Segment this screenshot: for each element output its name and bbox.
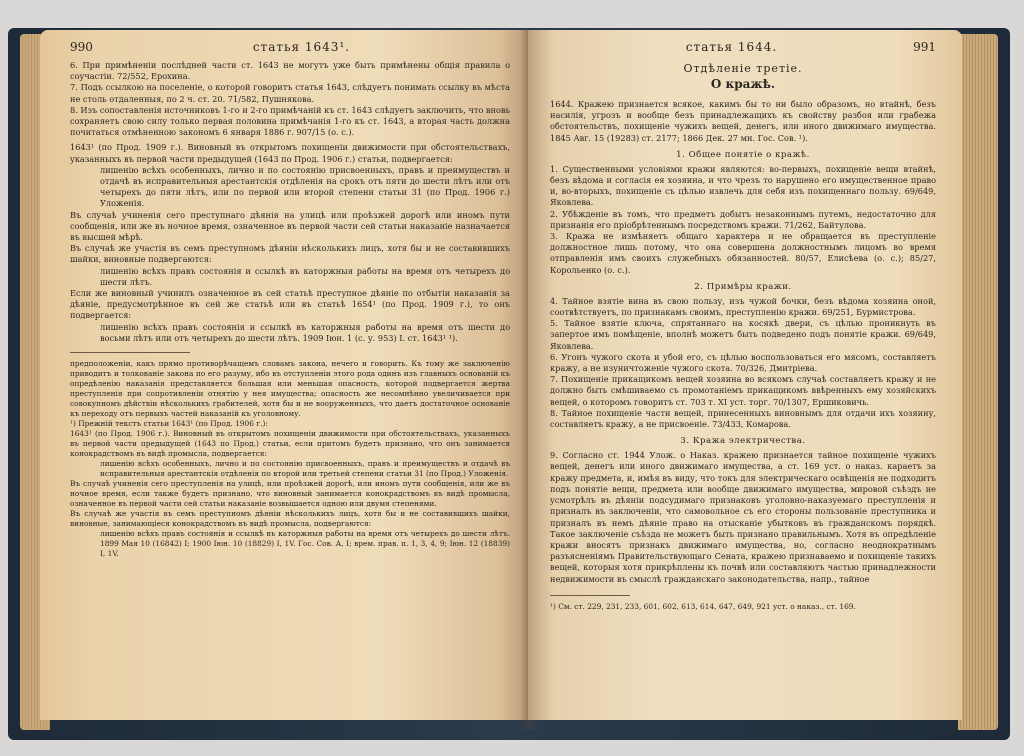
paragraph: лишенію всѣхъ правъ состоянія и ссылкѣ въ каторжныя работы на время отъ четырехъ до шести лѣтъ. xyxy=(100,265,510,287)
running-head-left: статья 1643¹. xyxy=(252,40,351,54)
footnote: лишенію всѣхъ особенныхъ, лично и по состоянію присвоенныхъ, правъ и преимуществъ и отдачѣ въ исправительныя арестантскія отдѣленія по второй или третьей степени статьи 31 (по Прод.) Уложенія. xyxy=(100,459,510,479)
paragraph: 4. Тайное взятіе вина въ свою пользу, изъ чужой бочки, безъ вѣдома хозяина оной, соотвѣтствуетъ, по признакамъ своимъ, преступленію кражи. 69/251, Бурмистрова. xyxy=(550,295,936,318)
paragraph: 8. Изъ сопоставленія источниковъ 1-го и 2-го примѣчаній къ ст. 1643 слѣдуетъ заключить, что вновь сохраняетъ свою силу только первая половина примѣчанія 1-го къ ст. 1643, а вторая часть должна почитаться отмѣненною закономъ 6 января 1886 г. 907/15 (о. с.). xyxy=(70,104,510,138)
paragraph: 8. Тайное похищеніе части вещей, принесенныхъ виновнымъ для отдачи ихъ хозяину, составляетъ кражу, а не присвоеніе. 73/433, Комарова. xyxy=(550,407,936,430)
right-page-header xyxy=(550,40,936,54)
paragraph: лишенію всѣхъ особенныхъ, лично и по состоянію присвоенныхъ, правъ и преимуществъ и отдачѣ въ исправительныя арестантскія отдѣленія на срокъ отъ пяти до шести лѣтъ или отъ четырехъ до пяти лѣтъ, или по первой или второй степени статьи 31 (по Прод. 1906 г.) Уложенія. xyxy=(100,164,510,209)
footnote: 1643¹ (по Прод. 1906 г.). Виновный въ открытомъ похищеніи движимости при обстоятельствахъ, указанныхъ въ первой части предыдущей (1643 по Прод.) статьи, если притомъ будетъ признано, что онъ занимается конокрадствомъ въ видѣ промысла, подвергается: xyxy=(70,429,510,459)
paragraph: 6. Угонъ чужого скота и убой его, съ цѣлью воспользоваться его мясомъ, составляетъ кражу, а не изуничтоженіе чужого скота. 70/326, Дмитріева. xyxy=(550,351,936,374)
running-head-right: статья 1644. xyxy=(685,40,778,54)
footnote: лишенію всѣхъ правъ состоянія и ссылкѣ въ каторжныя работы на время отъ четырехъ до шести лѣтъ. 1899 Мая 10 (16842) I; 1900 Іюн. 10 (18829) I, 1V. Гос. Сов. А, I; врем. прав. п. 1, 3, 4, 9; Іюн. 12 (18839) I, 1V. xyxy=(100,529,510,559)
paragraph: 2. Убѣжденіе въ томъ, что предметъ добытъ незаконнымъ путемъ, недостаточно для признанія его пріобрѣтеннымъ посредствомъ кражи. 71/262, Байтулова. xyxy=(550,208,936,230)
paragraph: 3. Кража не измѣняетъ общаго характера и не обращается въ преступленіе должностное лишь потому, что она совершена должностнымъ лицомъ во время отправленія имъ своихъ служебныхъ обязанностей. 80/57, Елисѣева (о. с.); 85/27, Корольенко (о. с.). xyxy=(550,231,936,275)
footnote: предположеніи, какъ прямо противорѣчащемъ словамъ закона, нечего и говорить. Къ тому же заключенію приводитъ и толкованіе закона по его разуму, ибо въ отступленіи этого рода одинъ изъ главныхъ основаній къ опредѣленію наказанія представляется большая или меньшая опасность, которой подвергается жертва преступленія при сопротивленіи отнятію у нея имущества; опасность же несомнѣнно увеличивается при совокупномъ дѣйствіи нѣсколькихъ грабителей, хотя бы и не вооруженныхъ, что даетъ достаточное основаніе къ переходу отъ первыхъ частей наказаній къ уголовному. xyxy=(70,359,510,419)
paragraph: Въ случаѣ учиненія сего преступнаго дѣянія на улицѣ или проѣзжей дорогѣ или иномъ пути сообщенія, или же въ ночное время, означенное въ первой части сей статьи наказаніе назначается въ высшей мѣрѣ. xyxy=(70,209,510,243)
footnote-divider xyxy=(70,352,190,353)
article-1643-1: 1643¹ (по Прод. 1909 г.). Виновный въ открытомъ похищеніи движимости при обстоятельствахъ, указанныхъ въ первой части предыдущей (1643 по Прод. 1906 г.) статьи, подвергается: xyxy=(70,142,510,164)
paragraph: лишенію всѣхъ правъ состоянія и ссылкѣ въ каторжныя работы на время отъ шести до восьми лѣтъ или отъ четырехъ до шести лѣтъ. 1909 Іюн. 1 (с. у. 953) I. ст. 1643¹ ¹). xyxy=(100,321,510,343)
paragraph: 7. Подъ ссылкою на поселеніе, о которой говоритъ статья 1643, слѣдуетъ понимать ссылку въ мѣста не столь отдаленныя, по 2 ч. ст. 20. 71/582, Пушнякова. xyxy=(70,82,510,104)
paragraph: Если же виновный учинилъ означенное въ сей статьѣ преступное дѣяніе по отбытіи наказанія за дѣяніе, предусмотрѣнное въ сей же статьѣ или въ статьѣ 1654¹ (по Прод. 1909 г.), то онъ подвергается: xyxy=(70,288,510,321)
footnote: ¹) См. ст. 229, 231, 233, 601, 602, 613, 614, 647, 649, 921 уст. о наказ., ст. 169. xyxy=(550,601,856,611)
page-number-left: 990 xyxy=(70,40,93,54)
paragraph: Въ случаѣ же участія въ семъ преступномъ дѣяніи нѣсколькихъ лицъ, хотя бы и не составившихъ шайки, виновные подвергаются: xyxy=(70,243,510,265)
page-number-right: 991 xyxy=(913,40,936,54)
section-heading: 3. Кража электричества. xyxy=(680,436,806,447)
footnote: ¹) Прежній текстъ статьи 1643¹ (по Прод. 1906 г.): xyxy=(70,419,268,429)
paragraph: 1. Существенными условіями кражи являются: во-первыхъ, похищеніе вещи втайнѣ, безъ вѣдома и согласія ея хозяина, и что чрезъ то нарушено его имущественное право и, во-вторыхъ, похищеніе съ цѣлью извлечь для себя изъ похищеннаго пользу. 69/649, Яковлева. xyxy=(550,163,936,208)
footnote: Въ случаѣ же участія въ семъ преступномъ дѣяніи нѣсколькихъ лицъ, хотя бы и не составившихъ шайки, виновные, занимающіеся конокрадствомъ въ видѣ промысла, подвергаются: xyxy=(70,509,510,529)
left-page xyxy=(40,30,528,720)
paragraph: 6. При примѣненіи послѣдней части ст. 1643 не могутъ уже быть примѣнены общія правила о соучастіи. 72/552, Ерохина. xyxy=(70,60,510,82)
left-page-header xyxy=(70,40,510,54)
footnote: Въ случаѣ учиненія сего преступленія на улицѣ, или проѣзжей дорогѣ, или иномъ пути сообщенія, или же въ ночное время, если также будетъ признано, что виновный занимается конокрадствомъ въ видѣ промысла, означенное въ первой части сей статьи наказаніе возвышается одною или двумя степенями. xyxy=(70,479,510,509)
section-heading: 2. Примѣры кражи. xyxy=(694,281,792,292)
footnote-divider xyxy=(550,595,630,596)
article-1644: 1644. Кражею признается всякое, какимъ бы то ни было образомъ, но втайнѣ, безъ насилія, угрозъ и вообще безъ принадлежащихъ къ свойству разбоя или грабежа обстоятельствъ, похищеніе чужихъ вещей, денегъ, или иного движимаго имущества. 1845 Авг. 15 (19283) ст. 2177; 1866 Дек. 27 мн. Гос. Сов. ¹). xyxy=(550,99,936,143)
paragraph: 5. Тайное взятіе ключа, спрятаннаго на косякѣ двери, съ цѣлью проникнуть въ запертое имъ помѣщеніе, вполнѣ можетъ быть подведено подъ понятіе кражи. 69/649, Яковлева. xyxy=(550,318,936,351)
right-page xyxy=(528,30,962,720)
paragraph: 9. Согласно ст. 1944 Улож. о Наказ. кражею признается тайное похищеніе чужихъ вещей, денегъ или иного движимаго имущества, а ст. 169 уст. о наказ. караетъ за кражу предмета, и, имѣя въ виду, что токъ для электрическаго освѣщенія не подходитъ подъ понятіе вещи, предмета или вообще движимаго имущества, мировой съѣздъ не усмотрѣлъ въ дѣяніи подсудимаго признаковъ уголовно-наказуемаго преступленія и призналъ въ заключеніи, что самовольное съ его стороны пользованіе преступника и призналъ въ немъ дѣяніе право на отысканіе убытковъ въ гражданскомъ порядкѣ. Такое заключеніе съѣзда не можетъ быть признано правильнымъ. Хотя въ опредѣленіе кражи вносятъ признакъ движимаго имущества, но, согласно неоднократнымъ разъясненіямъ Правительствующаго Сената, кражею признаваемо и похищеніе такихъ вещей, которыя хотя прикрѣплены къ почвѣ или составляютъ частью принадлежности недвижимости въ смыслѣ гражданскаго законодательства, напр., тайное xyxy=(550,450,936,584)
page-edges-right xyxy=(958,34,998,730)
chapter-title: О кражѣ. xyxy=(710,77,776,91)
paragraph: 7. Похищеніе прикащикомъ вещей хозяина во всякомъ случаѣ составляетъ кражу и не должно быть смѣшиваемо съ промотаніемъ прикащикомъ ввѣренныхъ ему хозяйскихъ вещей, о которомъ говоритъ ст. 703 т. XI уст. торг. 70/1307, Ершиковичь. xyxy=(550,374,936,407)
section-heading: 1. Общее понятіе о кражѣ. xyxy=(676,149,810,160)
department-heading: Отдѣленіе третіе. xyxy=(683,62,803,75)
